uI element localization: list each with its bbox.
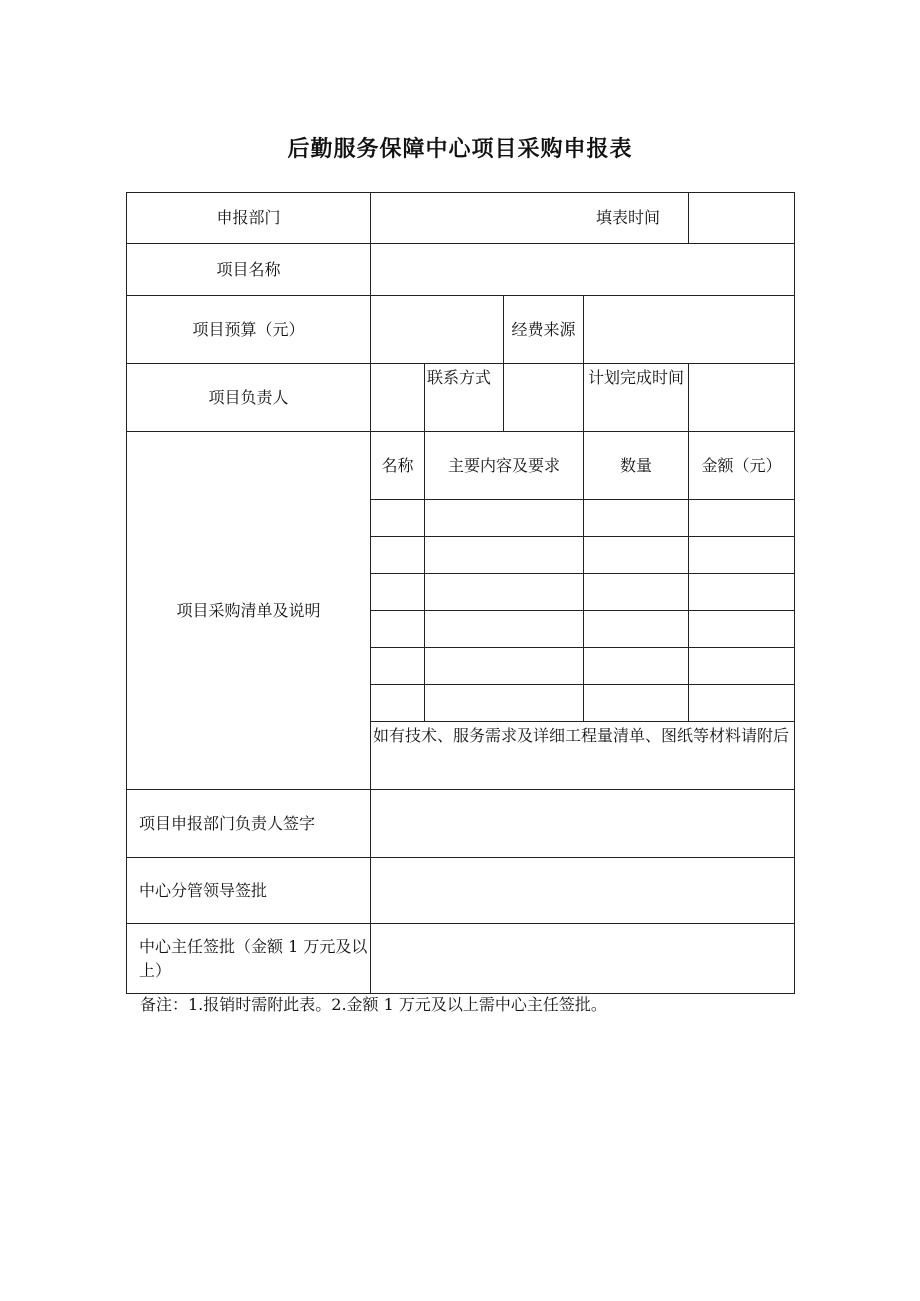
director-approval-label: 中心主任签批（金额 1 万元及以上） [127,924,371,994]
item-amount-cell[interactable] [689,685,795,722]
items-header-content: 主要内容及要求 [425,432,584,500]
fill-time-label: 填表时间 [371,193,689,244]
budget-field[interactable] [371,296,504,364]
item-quantity-cell[interactable] [584,611,689,648]
item-content-cell[interactable] [425,648,584,685]
form-title: 后勤服务保障中心项目采购申报表 [287,137,633,162]
item-quantity-cell[interactable] [584,685,689,722]
item-quantity-cell[interactable] [584,574,689,611]
procurement-form-table [126,192,795,994]
item-content-cell[interactable] [425,537,584,574]
item-name-cell[interactable] [371,500,425,537]
item-name-cell[interactable] [371,648,425,685]
item-quantity-cell[interactable] [584,537,689,574]
budget-label: 项目预算（元） [127,296,371,364]
item-name-cell[interactable] [371,537,425,574]
contact-label: 联系方式 [425,364,504,432]
item-name-cell[interactable] [371,611,425,648]
leader-approval-label: 中心分管领导签批 [127,858,371,924]
owner-field[interactable] [371,364,425,432]
dept-head-sign-field[interactable] [371,790,795,858]
item-name-cell[interactable] [371,574,425,611]
procurement-list-label: 项目采购清单及说明 [127,432,371,790]
project-name-field[interactable] [371,244,795,296]
item-amount-cell[interactable] [689,537,795,574]
director-approval-field[interactable] [371,924,795,994]
fund-source-field[interactable] [584,296,795,364]
item-content-cell[interactable] [425,574,584,611]
item-quantity-cell[interactable] [584,648,689,685]
item-amount-cell[interactable] [689,574,795,611]
item-quantity-cell[interactable] [584,500,689,537]
dept-head-sign-label: 项目申报部门负责人签字 [127,790,371,858]
footer-note: 备注：1.报销时需附此表。2.金额 1 万元及以上需中心主任签批。 [140,995,607,1014]
items-header-name: 名称 [371,432,425,500]
item-amount-cell[interactable] [689,648,795,685]
item-amount-cell[interactable] [689,500,795,537]
leader-approval-field[interactable] [371,858,795,924]
dept-label: 申报部门 [127,193,371,244]
fill-time-field[interactable] [689,193,795,244]
contact-field[interactable] [504,364,584,432]
items-header-amount: 金额（元） [689,432,795,500]
project-name-label: 项目名称 [127,244,371,296]
planned-completion-field[interactable] [689,364,795,432]
planned-completion-label: 计划完成时间 [584,364,689,432]
item-name-cell[interactable] [371,685,425,722]
item-amount-cell[interactable] [689,611,795,648]
fund-source-label: 经费来源 [504,296,584,364]
attachment-note: 如有技术、服务需求及详细工程量清单、图纸等材料请附后 [371,722,795,790]
owner-label: 项目负责人 [127,364,371,432]
item-content-cell[interactable] [425,685,584,722]
items-header-quantity: 数量 [584,432,689,500]
item-content-cell[interactable] [425,500,584,537]
item-content-cell[interactable] [425,611,584,648]
